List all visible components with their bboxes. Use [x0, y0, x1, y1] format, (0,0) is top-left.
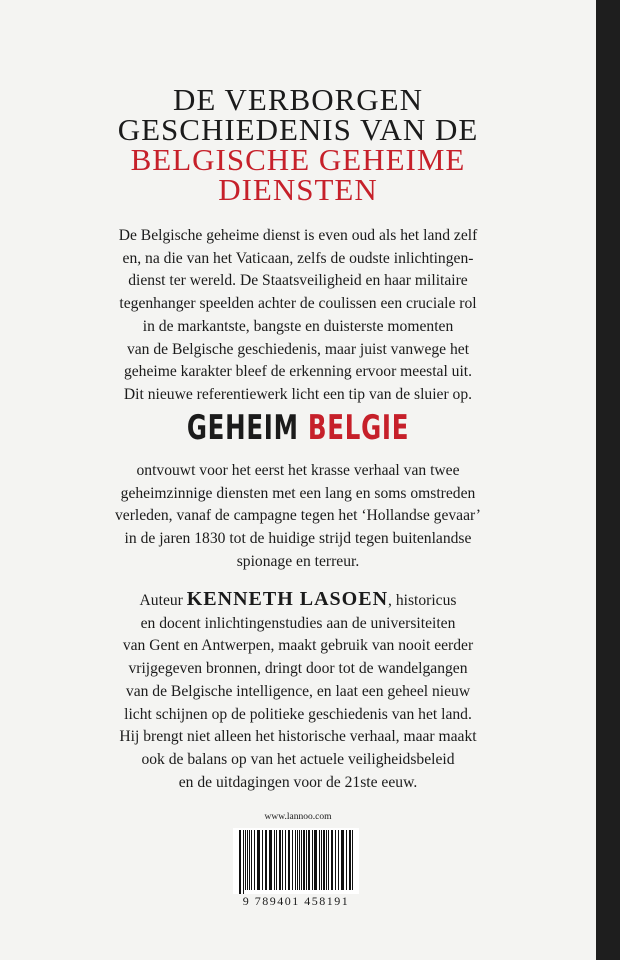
barcode-bar: [262, 830, 263, 890]
barcode-bar: [288, 830, 290, 890]
author-line: Hij brengt niet alleen het historische verhaal, maar maakt: [119, 728, 477, 746]
barcode-bar: [346, 830, 347, 890]
barcode-bar: [285, 830, 286, 890]
title-word-belgie: BELGIE: [307, 408, 410, 448]
barcode-bar: [282, 830, 283, 890]
author-suffix: , historicus: [388, 592, 457, 609]
intro-line: Dit nieuwe referentiewerk licht een tip van de sluier op.: [123, 385, 473, 403]
barcode-bar: [249, 830, 250, 890]
barcode-bar: [297, 830, 298, 890]
barcode-bar: [338, 830, 339, 890]
barcode-bar: [251, 830, 252, 890]
book-spine-edge: [596, 0, 620, 960]
intro-line: van de Belgische geschiedenis, maar juist vanwege het: [126, 340, 470, 358]
barcode-bar: [301, 830, 302, 890]
intro-line: en, na die van het Vaticaan, zelfs de oudste inlichtingen-: [122, 249, 474, 267]
intro-line: geheime karakter bleef de erkenning ervoor meestal uit.: [123, 363, 473, 381]
middle-line: in de jaren 1830 tot de huidige strijd tegen buitenlandse: [124, 530, 472, 548]
isbn-number: 9 789401 458191: [242, 894, 350, 908]
author-line: vrijgegeven bronnen, dringt door tot de wandelgangen: [128, 660, 468, 678]
publisher-url: www.lannoo.com: [264, 812, 332, 822]
book-title-logo: [83, 408, 512, 448]
barcode: [233, 828, 359, 894]
barcode-bar: [331, 830, 333, 890]
barcode-bar: [279, 830, 281, 890]
barcode-bar: [239, 830, 241, 894]
barcode-bar: [319, 830, 320, 890]
barcode-bar: [276, 830, 277, 890]
barcode-bar: [328, 830, 329, 890]
barcode-bar: [323, 830, 325, 890]
barcode-bar: [247, 830, 248, 890]
author-line: ook de balans op van het actuele veiligheidsbeleid: [141, 750, 455, 768]
barcode-bar: [321, 830, 322, 890]
author-prefix: Auteur: [139, 592, 187, 609]
heading-line-4: DIENSTEN: [218, 172, 378, 207]
intro-line: dienst ter wereld. De Staatsveiligheid en haar militaire: [128, 272, 468, 290]
barcode-bar: [254, 830, 255, 890]
barcode-bar: [308, 830, 310, 890]
middle-line: geheimzinnige diensten met een lang en soms omstreden: [120, 484, 476, 502]
middle-line: verleden, vanaf de campagne tegen het ‘Hollandse gevaar’: [115, 507, 481, 525]
author-line: en docent inlichtingenstudies aan de universiteiten: [140, 614, 456, 632]
middle-paragraph: [0, 460, 596, 574]
author-line: van Gent en Antwerpen, maakt gebruik van nooit eerder: [122, 637, 474, 655]
barcode-bar: [295, 830, 296, 890]
heading-line-3: BELGISCHE GEHEIME: [130, 142, 466, 177]
barcode-bar: [349, 830, 351, 890]
author-line-first: [0, 588, 596, 613]
author-line: van de Belgische intelligence, en laat een geheel nieuw: [125, 682, 471, 700]
intro-line: tegenhanger speelden achter de coulissen een cruciale rol: [119, 295, 477, 313]
heading-line-1: DE VERBORGEN: [173, 82, 423, 117]
barcode-bar: [292, 830, 293, 890]
barcode-bar: [257, 830, 260, 890]
heading-line-2: GESCHIEDENIS VAN DE: [117, 112, 479, 147]
author-paragraph: [0, 588, 596, 794]
intro-line: in de markantste, bangste en duisterste momenten: [142, 317, 454, 335]
barcode-icon: [233, 828, 359, 894]
barcode-bar: [352, 830, 353, 890]
middle-line: ontvouwt voor het eerst het krasse verhaal van twee: [136, 462, 460, 479]
intro-line: De Belgische geheime dienst is even oud als het land zelf: [118, 227, 478, 244]
barcode-bar: [243, 830, 244, 894]
barcode-bar: [326, 830, 327, 890]
back-cover-heading: [0, 82, 596, 207]
barcode-bar: [299, 830, 300, 890]
barcode-bar: [335, 830, 336, 890]
author-line: licht schijnen op de politieke geschiedenis van het land.: [124, 705, 472, 723]
barcode-bar: [245, 830, 246, 890]
barcode-bar: [341, 830, 344, 890]
barcode-bar: [306, 830, 307, 890]
barcode-bar: [269, 830, 272, 890]
middle-line: spionage en terreur.: [236, 552, 360, 570]
author-line: en de uitdagingen voor de 21ste eeuw.: [178, 773, 418, 791]
barcode-bar: [265, 830, 267, 890]
barcode-bar: [314, 830, 317, 890]
barcode-bar: [312, 830, 313, 890]
intro-paragraph: [0, 225, 596, 407]
author-name: KENNETH LASOEN: [186, 588, 389, 610]
barcode-bar: [274, 830, 275, 890]
barcode-bar: [303, 830, 305, 890]
title-word-geheim: GEHEIM: [186, 408, 299, 448]
